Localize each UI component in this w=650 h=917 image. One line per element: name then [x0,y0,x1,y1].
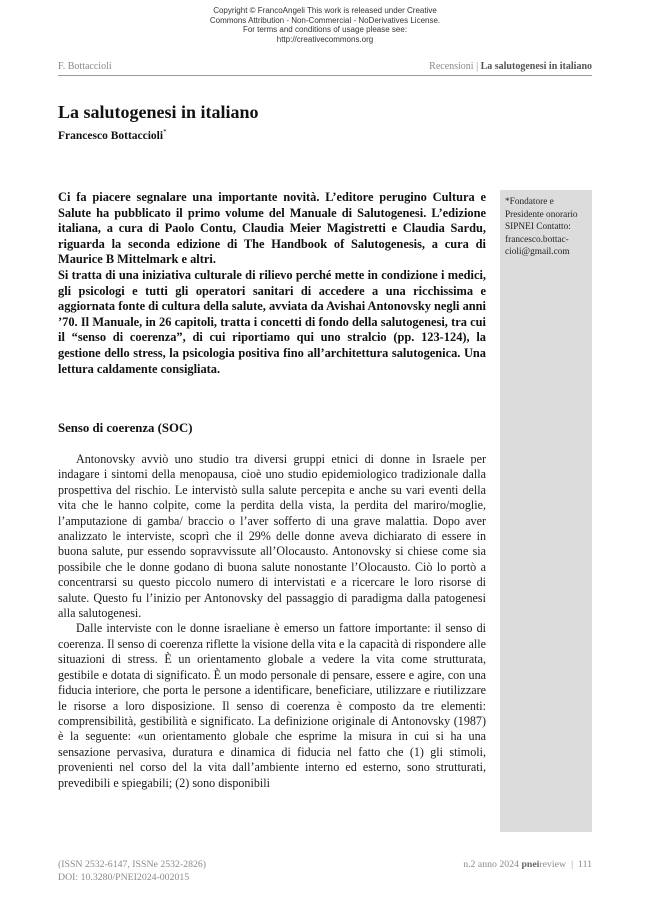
body-paragraph: Dalle interviste con le donne israeliane è emerso un fattore importante: il senso di coerenza. Il senso di coerenza riflette la visione della vita e la capacità di rispondere alle situazioni di stress. È un orientamento globale a vedere la vita come strutturata, gestibile e dotata di significato. È un modo personale di pensare, essere e agire, con una fiducia interiore, che porta le persone a identificare, beneficiare, utilizzare e riutilizzare le risorse a loro disposizione. Il senso di coerenza è composto da tre elementi: comprensibilità, gestibilità e significato. La definizione originale di Antonovsky (1987) è la seguente: «un orientamento globale che esprime la misura in cui si ha una sensazione pervasiva, duratura e dinamica di fiducia nel fatto che (1) gli stimoli, provenienti nel corso del la vita dall’ambiente interno ed esterno, sono strutturati, prevedibili e spiegabili; (2) sono disponibili [58,621,486,790]
body-text [58,452,486,791]
copyright-notice [0,6,650,44]
author-affiliation-note: *Fondatore e Presidente onorario SIPNEI Contatto: francesco.bottac-cioli@gmail.com [505,197,578,257]
journal-name-suffix: review [539,859,567,870]
running-head-title: La salutogenesi in italiano [480,61,592,72]
article-author [58,128,167,142]
section-heading: Senso di coerenza (SOC) [58,421,193,435]
running-head [58,61,592,76]
page-number: 111 [578,859,592,870]
abstract-paragraph: Si tratta di una iniziativa culturale di rilievo perché mette in condizione i medici, gli psicologi e tutti gli operatori sanitari di accedere a una ricchissima e aggiornata fonte di cultura della salute, avviata da Avishai Antonovsky negli anni ’70. Il Manuale, in 26 capitoli, tratta i concetti di fondo della salutogenesi, tra cui il “senso di coerenza”, di cui riportiamo qui uno stralcio (pp. 123-124), la gestione dello stress, la psicologia positiva fino all’architettura salutogenica. Una lettura caldamente consigliata. [58,267,486,376]
footer-issn: (ISSN 2532-6147, ISSNe 2532-2826) [58,859,207,870]
copyright-line: Copyright © FrancoAngeli This work is released under Creative [213,6,437,15]
footer-issue: n.2 anno 2024 [463,859,519,870]
author-footnote-mark: * [163,128,167,136]
journal-name: pnei [521,859,540,870]
abstract [58,190,486,377]
copyright-line: Commons Attribution - Non-Commercial - NoDerivatives License. [209,15,441,25]
sidebar [500,190,592,832]
abstract-paragraph: Ci fa piacere segnalare una importante novità. L’editore perugino Cultura e Salute ha pubblicato il primo volume del Manuale di Salutogenesi. L’edizione italiana, a cura di Paolo Contu, Claudia Meier Magistretti e Claudia Sardu, riguarda la seconda edizione di The Handbook of Salutogenesis, a cura di Maurice B Mittelmark e altri. [58,190,486,267]
body-paragraph: Antonovsky avviò uno studio tra diversi gruppi etnici di donne in Israele per indagare i sintomi della menopausa, cioè uno studio epidemiologico tradizionale dalla prospettiva del rischio. Le intervistò sulla salute percepita e anche su vari eventi della vita che le hanno colpite, come la perdita della vista, la perdita del mariro/moglie, l’amputazione di gamba/ braccio o l’aver sofferto di una grave malattia. Dopo aver analizzato le interviste, scoprì che il 29% delle donne aveva dichiarato di essere in buona salute, pur essendo sopravvissute all’Olocausto. Antonovsky si chiese come sia possibile che le donne godano di buona salute nonostante l’Olocausto. Ciò lo portò a concentrarsi su questo piccolo numero di intervistati e a ricercare le loro risorse di salute. Questo fu l’inizio per Antonovsky del passaggio di paradigma dalla patogenesi alla salutogenesi. [58,452,486,621]
article-title: La salutogenesi in italiano [58,102,259,122]
footer-identifiers [58,858,206,884]
copyright-line: For terms and conditions of usage please see: [242,25,408,34]
footer-separator: | [571,859,574,870]
running-head-section [429,61,592,72]
copyright-link[interactable]: http://creativecommons.org [276,34,374,44]
author-name: Francesco Bottaccioli [58,129,164,142]
footer-journal [463,858,592,871]
footer-doi: DOI: 10.3280/PNEI2024-002015 [58,872,190,883]
running-head-section-label: Recensioni | [429,61,479,72]
running-head-author: F. Bottaccioli [58,61,112,72]
